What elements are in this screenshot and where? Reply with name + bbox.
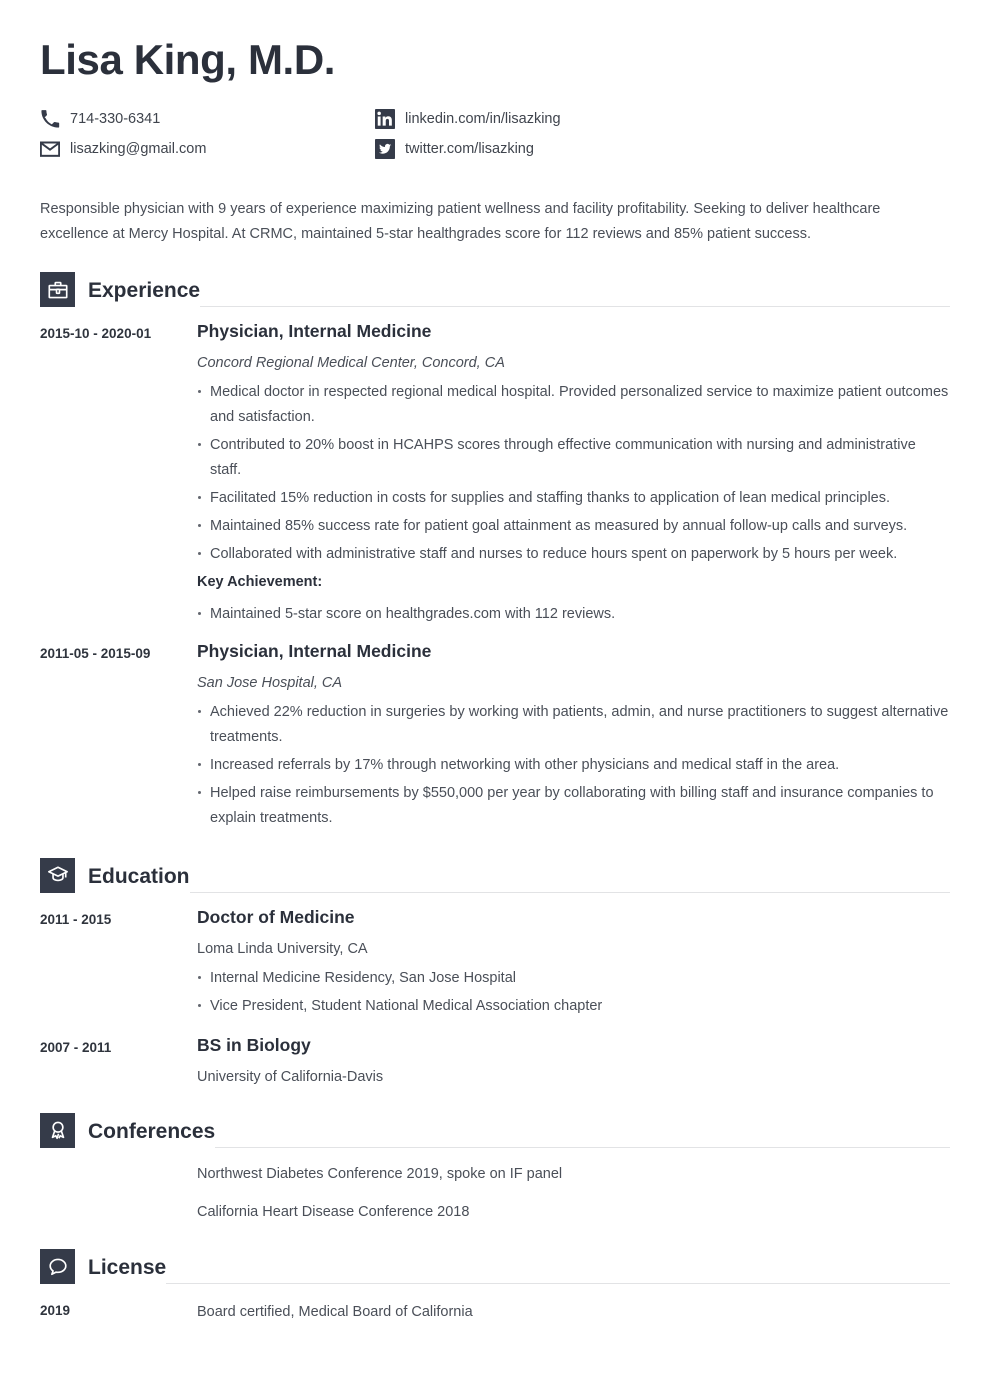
section-divider (200, 306, 950, 307)
license-entry (40, 1302, 950, 1324)
section-divider (190, 892, 950, 893)
bullet-item: Facilitated 15% reduction in costs for supplies and staffing thanks to application of lean medical principles. (197, 486, 950, 511)
entry-text: California Heart Disease Conference 2018 (197, 1203, 470, 1220)
phone-icon (40, 109, 60, 129)
contact-email[interactable] (40, 134, 375, 164)
bullet-item: Increased referrals by 17% through networking with other physicians and medical staff in the area. (197, 753, 950, 778)
entry-dates: 2007 - 2011 (40, 1039, 112, 1055)
entry-body (197, 907, 950, 1019)
section-header-conferences (40, 1113, 950, 1148)
entry-subtitle: University of California-Davis (197, 1068, 384, 1085)
section-education (40, 858, 950, 1087)
conference-entry (40, 1164, 950, 1186)
section-header-license (40, 1249, 950, 1284)
section-title-license: License (88, 1256, 167, 1280)
contact-twitter[interactable] (375, 134, 950, 164)
key-achievement-label: Key Achievement: (197, 573, 323, 590)
bullet-item: Collaborated with administrative staff and nurses to reduce hours spent on paperwork by 5 hours per week. (197, 542, 950, 567)
entry-dates (40, 1202, 197, 1224)
section-divider (166, 1283, 950, 1284)
entry-body (197, 641, 950, 831)
entry-subtitle: Loma Linda University, CA (197, 940, 368, 957)
briefcase-icon (40, 272, 75, 307)
entry-dates: 2011 - 2015 (40, 911, 112, 927)
contact-phone[interactable] (40, 104, 375, 134)
entry-subtitle: San Jose Hospital, CA (197, 674, 343, 691)
contact-email-text: lisazking@gmail.com (70, 141, 207, 158)
experience-entry (40, 641, 950, 831)
graduation-cap-icon (40, 858, 75, 893)
section-title-education: Education (88, 864, 190, 888)
contact-list (40, 104, 950, 164)
entry-title: Doctor of Medicine (197, 906, 355, 927)
bullet-item: Vice President, Student National Medical Association chapter (197, 994, 950, 1019)
entry-bullets (197, 380, 950, 567)
entry-dates: 2015-10 - 2020-01 (40, 326, 152, 342)
page-title: Lisa King, M.D. (40, 36, 336, 83)
section-license (40, 1249, 950, 1324)
bullet-item: Maintained 85% success rate for patient goal attainment as measured by annual follow-up calls and surveys. (197, 514, 950, 539)
bullet-item: Achieved 22% reduction in surgeries by working with patients, admin, and nurse practitioners to suggest alternative treatments. (197, 700, 950, 750)
bullet-item: Contributed to 20% boost in HCAHPS scores through effective communication with nursing and administrative staff. (197, 433, 950, 483)
bullet-item: Medical doctor in respected regional medical hospital. Provided personalized service to maximize patient outcomes and satisfaction. (197, 380, 950, 430)
section-title-experience: Experience (88, 279, 201, 303)
entry-dates (40, 1164, 197, 1186)
section-title-conferences: Conferences (88, 1119, 216, 1143)
entry-title: Physician, Internal Medicine (197, 321, 432, 342)
key-achievement-bullets (197, 602, 950, 627)
award-ribbon-icon (40, 1113, 75, 1148)
linkedin-icon (375, 109, 395, 129)
entry-text: Board certified, Medical Board of California (197, 1304, 473, 1321)
contact-linkedin[interactable] (375, 104, 950, 134)
entry-body (197, 321, 950, 627)
experience-entry (40, 321, 950, 627)
twitter-icon (375, 139, 395, 159)
speech-bubble-icon (40, 1249, 75, 1284)
entry-body (197, 1035, 950, 1087)
contact-linkedin-text: linkedin.com/in/lisazking (405, 111, 561, 128)
bullet-item: Helped raise reimbursements by $550,000 per year by collaborating with billing staff and insurance companies to explain treatments. (197, 781, 950, 831)
section-experience (40, 272, 950, 830)
bullet-item: Internal Medicine Residency, San Jose Hospital (197, 966, 950, 991)
entry-bullets (197, 700, 950, 831)
contact-twitter-text: twitter.com/lisazking (405, 141, 534, 158)
section-divider (215, 1147, 950, 1148)
entry-dates: 2019 (40, 1303, 71, 1319)
section-conferences (40, 1113, 950, 1224)
education-entry (40, 907, 950, 1019)
bullet-item: Maintained 5-star score on healthgrades.com with 112 reviews. (197, 602, 950, 627)
entry-title: BS in Biology (197, 1034, 311, 1055)
education-entry (40, 1035, 950, 1087)
summary-text: Responsible physician with 9 years of experience maximizing patient wellness and facility profitability. Seeking to deliver healthcare excellence at Mercy Hospital. At CRMC, maintained 5-star healthgrades score for 112 reviews and 85% patient success. (40, 201, 881, 243)
section-header-education (40, 858, 950, 893)
entry-subtitle: Concord Regional Medical Center, Concord, CA (197, 355, 505, 372)
entry-dates: 2011-05 - 2015-09 (40, 645, 151, 661)
entry-text: Northwest Diabetes Conference 2019, spoke on IF panel (197, 1165, 563, 1182)
entry-title: Physician, Internal Medicine (197, 640, 432, 661)
entry-bullets (197, 966, 950, 1019)
email-icon (40, 139, 60, 159)
contact-phone-text: 714-330-6341 (70, 111, 161, 128)
section-header-experience (40, 272, 950, 307)
conference-entry (40, 1202, 950, 1224)
